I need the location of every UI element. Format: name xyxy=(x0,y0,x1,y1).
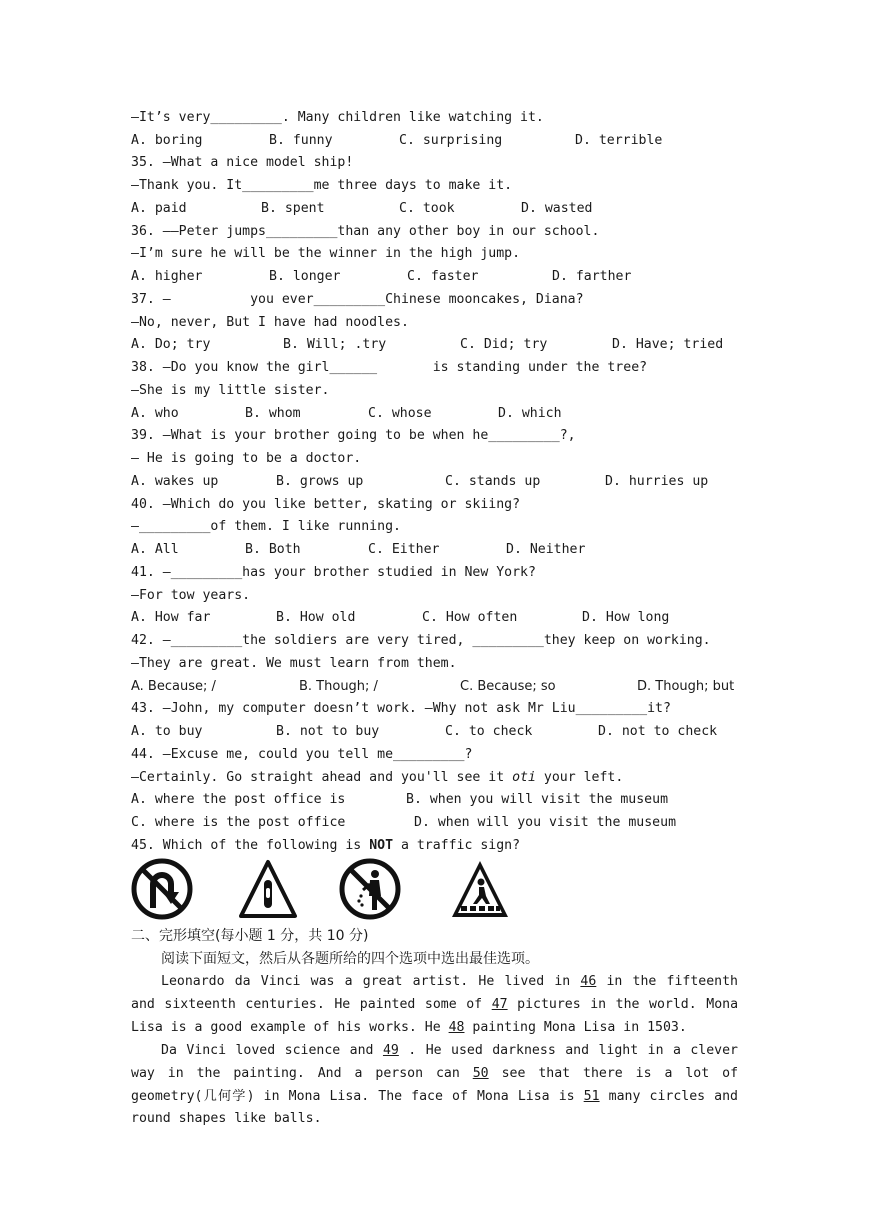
option-d: D. not to check xyxy=(598,724,718,739)
q38-stem: 38. —Do you know the girl______ is standing under the tree? xyxy=(131,360,648,375)
q37-options xyxy=(131,336,751,354)
q36-stem: 36. ——Peter jumps_________than any other boy in our school. xyxy=(131,224,600,239)
cloze-paragraph-1: Leonardo da Vinci was a great artist. He lived in 46 in the fifteenth and sixteenth centuries. He painted some of 47 pictures in the world. Mona Lisa is a good example of his works. He 48 painting Mona Lisa in 1503. xyxy=(131,974,739,1035)
option-a: A. paid xyxy=(131,201,187,216)
q42-options xyxy=(131,678,751,696)
q44-line2-b: oti xyxy=(512,770,536,785)
option-c: C. to check xyxy=(445,724,533,739)
option-a: A. where the post office is xyxy=(131,792,346,807)
q40-line2: —_________of them. I like running. xyxy=(131,519,401,534)
cloze-paragraph-2: Da Vinci loved science and 49 . He used darkness and light in a clever way in the painting. And a person can 50 see that there is a lot of geometry(几何学) in Mona Lisa. The face of Mona Lisa is 51 many circles and round shapes like balls. xyxy=(131,1043,739,1127)
q39-stem: 39. —What is your brother going to be when he_________?, xyxy=(131,428,576,443)
option-a: A. to buy xyxy=(131,724,203,739)
q43-stem: 43. —John, my computer doesn’t work. —Why not ask Mr Liu_________it? xyxy=(131,701,671,716)
blank-49: 49 xyxy=(382,1043,399,1058)
option-a: A. Because; / xyxy=(131,679,216,694)
blank-51: 51 xyxy=(583,1088,600,1104)
section-heading: 二、完形填空(每小题 1 分，共 10 分) xyxy=(131,928,369,944)
option-c: C. whose xyxy=(368,406,432,421)
q45-stem-not: NOT xyxy=(369,838,394,853)
q41-line2: —For tow years. xyxy=(131,588,251,603)
q41-options xyxy=(131,609,751,627)
no-littering-icon xyxy=(339,858,401,920)
option-a: A. higher xyxy=(131,269,203,284)
q45-stem-c: a traffic sign? xyxy=(393,838,521,853)
q45-stem xyxy=(131,837,520,855)
q44-stem: 44. —Excuse me, could you tell me_________? xyxy=(131,747,473,762)
blank-48: 48 xyxy=(448,1019,465,1035)
option-c: C. Either xyxy=(368,542,440,557)
option-c: C. took xyxy=(399,201,455,216)
q44-options-row2 xyxy=(131,814,751,832)
option-d: D. when will you visit the museum xyxy=(414,815,677,830)
option-c: C. surprising xyxy=(399,133,503,148)
q42-stem: 42. —_________the soldiers are very tired, _________they keep on working. xyxy=(131,633,711,648)
option-a: A. boring xyxy=(131,133,203,148)
option-d: D. hurries up xyxy=(605,474,709,489)
q34-line2: —It’s very_________. Many children like watching it. xyxy=(131,110,544,125)
q36-options xyxy=(131,268,751,286)
q38-line2: —She is my little sister. xyxy=(131,383,330,398)
q39-line2: — He is going to be a doctor. xyxy=(131,451,362,466)
q44-options-row1 xyxy=(131,791,751,809)
option-c: C. stands up xyxy=(445,474,541,489)
pedestrian-crossing-icon xyxy=(449,858,511,920)
q41-stem: 41. —_________has your brother studied in New York? xyxy=(131,565,536,580)
option-b: B. spent xyxy=(261,201,325,216)
option-b: B. not to buy xyxy=(276,724,380,739)
q40-stem: 40. —Which do you like better, skating or skiing? xyxy=(131,497,521,512)
q42-line2: —They are great. We must learn from them. xyxy=(131,656,457,671)
q35-stem: 35. —What a nice model ship! xyxy=(131,155,354,170)
option-a: A. How far xyxy=(131,610,211,625)
option-b: B. Will; .try xyxy=(283,337,387,352)
q44-line2-a: —Certainly. Go straight ahead and you'll see it xyxy=(131,770,513,785)
q40-options xyxy=(131,541,751,559)
option-b: B. grows up xyxy=(276,474,364,489)
option-b: B. when you will visit the museum xyxy=(406,792,669,807)
option-d: D. farther xyxy=(552,269,632,284)
q34-options xyxy=(131,132,751,150)
option-c: C. where is the post office xyxy=(131,815,346,830)
option-a: A. who xyxy=(131,406,179,421)
option-b: B. longer xyxy=(269,269,341,284)
q45-stem-a: 45. Which of the following is xyxy=(131,838,370,853)
traffic-signs xyxy=(131,858,531,920)
q36-line2: —I’m sure he will be the winner in the high jump. xyxy=(131,246,521,261)
option-c: C. How often xyxy=(422,610,518,625)
option-b: B. Though; / xyxy=(299,679,378,694)
option-d: D. which xyxy=(498,406,562,421)
blank-46: 46 xyxy=(580,974,597,989)
q43-options xyxy=(131,723,751,741)
q35-line2: —Thank you. It_________me three days to make it. xyxy=(131,178,513,193)
option-b: B. How old xyxy=(276,610,356,625)
option-b: B. funny xyxy=(269,133,333,148)
q37-line2: —No, never, But I have had noodles. xyxy=(131,315,409,330)
option-b: B. whom xyxy=(245,406,301,421)
blank-50: 50 xyxy=(472,1065,489,1081)
option-c: C. Because; so xyxy=(460,679,556,694)
caution-triangle-icon xyxy=(237,858,299,920)
option-c: C. Did; try xyxy=(460,337,548,352)
section-instruction: 阅读下面短文，然后从各题所给的四个选项中选出最佳选项。 xyxy=(161,951,539,967)
q44-line2 xyxy=(131,769,623,787)
no-u-turn-icon xyxy=(131,858,193,920)
option-d: D. Have; tried xyxy=(612,337,724,352)
q44-line2-c: your left. xyxy=(535,770,624,785)
blank-47: 47 xyxy=(491,996,508,1012)
option-d: D. terrible xyxy=(575,133,663,148)
option-c: C. faster xyxy=(407,269,479,284)
q35-options xyxy=(131,200,751,218)
option-d: D. Neither xyxy=(506,542,586,557)
q39-options xyxy=(131,473,751,491)
option-d: D. Though; but xyxy=(637,679,735,694)
option-a: A. wakes up xyxy=(131,474,219,489)
q38-options xyxy=(131,405,751,423)
option-b: B. Both xyxy=(245,542,301,557)
q37-stem: 37. — you ever_________Chinese mooncakes, Diana? xyxy=(131,292,584,307)
option-d: D. How long xyxy=(582,610,670,625)
option-a: A. All xyxy=(131,542,179,557)
option-d: D. wasted xyxy=(521,201,593,216)
option-a: A. Do; try xyxy=(131,337,211,352)
